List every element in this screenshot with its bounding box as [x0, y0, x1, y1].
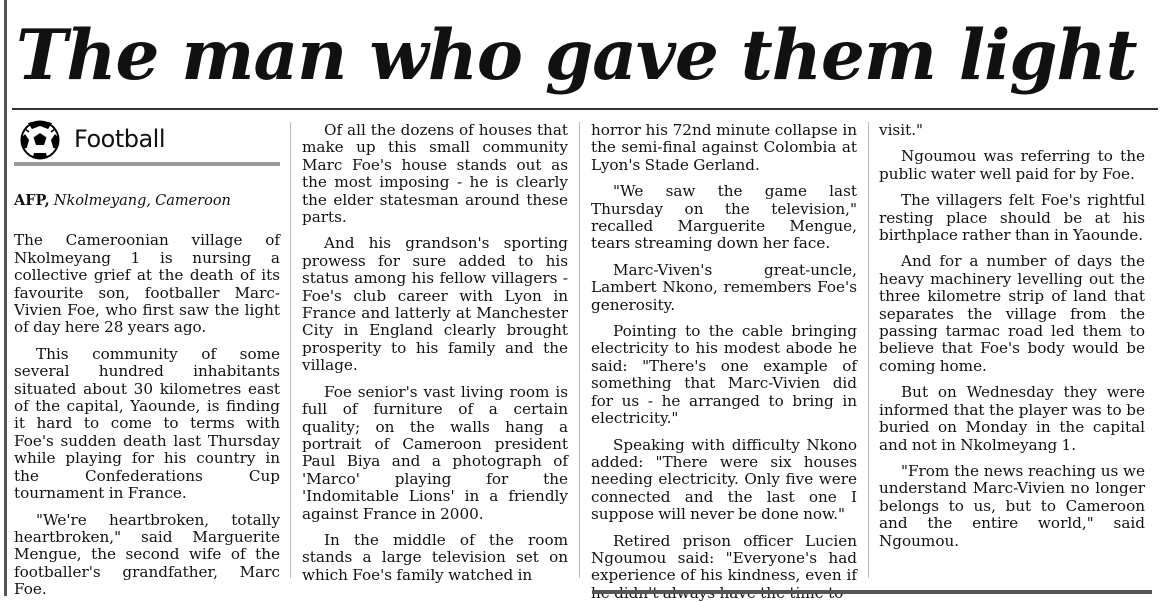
left-border-rule	[4, 0, 7, 596]
paragraph: This community of some several hundred inhabitants situated about 30 kilometres east of the capital, Yaounde, is finding it hard to come to terms with Foe's sudden death last Thursday while playing for his country in the Confederations Cup tournament in France.	[14, 344, 280, 503]
headline: The man who gave them light	[16, 15, 1137, 96]
paragraph: The villagers felt Foe's rightful resting place should be at his birthplace rather than in Yaounde.	[879, 191, 1145, 245]
section-label: Football	[74, 125, 166, 154]
article-column-3	[591, 121, 857, 585]
bottom-rule	[592, 590, 1152, 594]
paragraph: Marc-Viven's great-uncle, Lambert Nkono, remembers Foe's generosity.	[591, 260, 857, 314]
paragraph: And his grandson's sporting prowess for sure added to his status among his fellow villagers - Foe's club career with Lyon in France and latterly at Manchester City in England clearly brought prosperity to his family and the village.	[302, 234, 568, 375]
paragraph: Of all the dozens of houses that make up this small community Marc Foe's house stands out as the most imposing - he is clearly the elder statesman around these parts.	[302, 121, 568, 227]
paragraph: Retired prison officer Lucien Ngoumou said: "Everyone's had experience of his kindness, even if	[591, 531, 857, 585]
paragraph: But on Wednesday they were informed that the player was to be buried on Monday in the capital and not in Nkolmeyang 1.	[879, 383, 1145, 454]
article-column-1	[14, 120, 280, 599]
paragraph: Foe senior's vast living room is full of furniture of a certain quality; on the walls hang a portrait of Cameroon president Paul Biya and a photograph of 'Marco' playing for the 'Indomitable Lions' in a friendly against France in 2000.	[302, 382, 568, 523]
byline-location: Nkolmeyang, Cameroon	[53, 193, 231, 209]
byline	[14, 192, 280, 210]
column-divider	[290, 122, 291, 578]
paragraph: In the middle of the room stands a large television set on which Foe's family watched in	[302, 530, 568, 584]
paragraph: Speaking with difficulty Nkono added: "There were six houses needing electricity. Only five were connected and the last one I suppose will never be done now."	[591, 435, 857, 524]
paragraph: "We're heartbroken, totally heartbroken," said Marguerite Mengue, the second wife of the footballer's grandfather, Marc Foe.	[14, 510, 280, 599]
article-column-4	[879, 122, 1145, 582]
soccer-ball-icon	[14, 120, 66, 160]
paragraph: The Cameroonian village of Nkolmeyang 1 is nursing a collective grief at the death of its favourite son, footballer Marc-Vivien Foe, who first saw the light of day here 28 years ago.	[14, 231, 280, 337]
headline-rule	[12, 108, 1158, 110]
paragraph: Ngoumou was referring to the public water well paid for by Foe.	[879, 147, 1145, 183]
paragraph-continued: visit."	[879, 121, 924, 139]
paragraph: Pointing to the cable bringing electricity to his modest abode he said: "There's one example of something that Marc-Vivien did for us - he arranged to bring in electricity."	[591, 322, 857, 428]
column-divider	[868, 122, 869, 578]
article-column-2	[302, 122, 568, 582]
byline-agency: AFP,	[14, 192, 50, 209]
paragraph: "We saw the game last Thursday on the television," recalled Marguerite Mengue, tears streaming down her face.	[591, 182, 857, 253]
section-header	[14, 120, 280, 160]
paragraph: And for a number of days the heavy machinery levelling out the three kilometre strip of land that separates the village from the passing tarmac road led them to believe that Foe's body would be coming home.	[879, 252, 1145, 375]
column-divider	[579, 122, 580, 578]
section-rule	[14, 162, 280, 166]
paragraph-continued: horror his 72nd minute collapse in the semi-final against Colombia at Lyon's Stade Gerland.	[591, 121, 857, 174]
paragraph: "From the news reaching us we understand Marc-Vivien no longer belongs to us, but to Cameroon and the entire world," said Ngoumou.	[879, 461, 1145, 550]
